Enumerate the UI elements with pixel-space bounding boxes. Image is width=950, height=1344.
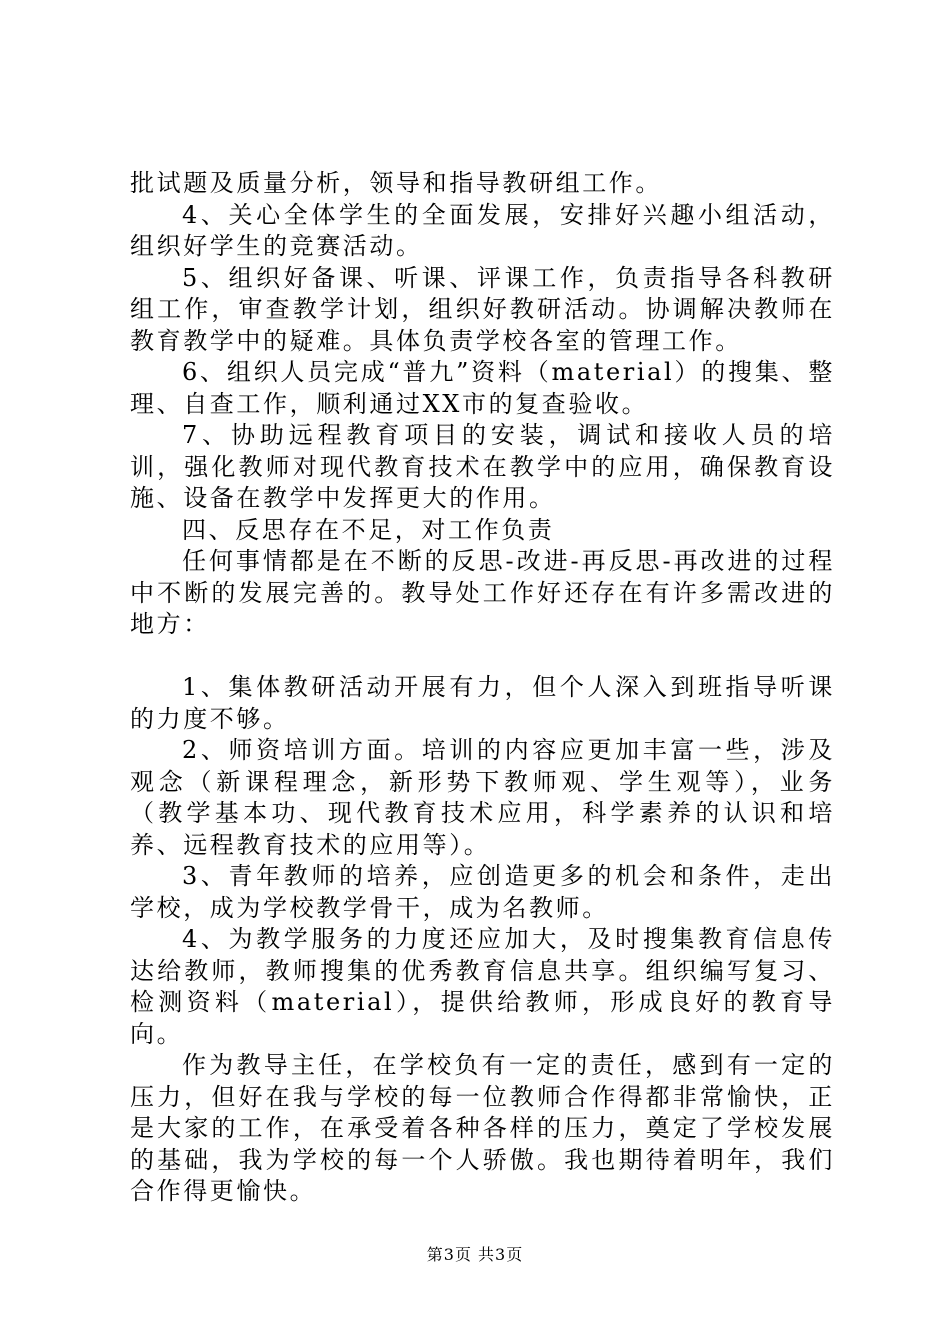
paragraph: 作为教导主任，在学校负有一定的责任，感到有一定的压力，但好在我与学校的每一位教师合作得都非常愉快，正是大家的工作，在承受着各种各样的压力，奠定了学校发展的基础，我为学校的每一个人骄傲。我也期待着明年，我们合作得更愉快。 — [130, 1051, 835, 1205]
blank-line — [130, 641, 835, 673]
paragraph: 6、组织人员完成“普九”资料（material）的搜集、整理、自查工作，顺利通过XX市的复查验收。 — [130, 358, 835, 418]
paragraph: 2、师资培训方面。培训的内容应更加丰富一些，涉及观念（新课程理念，新形势下教师观、学生观等），业务（教学基本功、现代教育技术应用，科学素养的认识和培养、远程教育技术的应用等）。 — [130, 736, 835, 859]
page-number-footer: 第3页 共3页 — [426, 1245, 524, 1264]
paragraph: 批试题及质量分析，领导和指导教研组工作。 — [130, 169, 662, 197]
paragraph: 3、青年教师的培养，应创造更多的机会和条件，走出学校，成为学校教学骨干，成为名教师。 — [130, 862, 835, 922]
paragraph: 4、为教学服务的力度还应加大，及时搜集教育信息传达给教师，教师搜集的优秀教育信息共享。组织编写复习、检测资料（material），提供给教师，形成良好的教育导向。 — [130, 925, 835, 1048]
paragraph: 4、关心全体学生的全面发展，安排好兴趣小组活动，组织好学生的竞赛活动。 — [130, 200, 835, 260]
paragraph: 5、组织好备课、听课、评课工作，负责指导各科教研组工作，审查教学计划，组织好教研活动。协调解决教师在教育教学中的疑难。具体负责学校各室的管理工作。 — [130, 263, 835, 355]
section-heading: 四、反思存在不足，对工作负责 — [182, 515, 555, 544]
document-body — [130, 168, 835, 1208]
paragraph: 1、集体教研活动开展有力，但个人深入到班指导听课的力度不够。 — [130, 673, 835, 733]
paragraph: 任何事情都是在不断的反思-改进-再反思-再改进的过程中不断的发展完善的。教导处工作好还存在有许多需改进的地方： — [130, 547, 835, 638]
paragraph: 7、协助远程教育项目的安装，调试和接收人员的培训，强化教师对现代教育技术在教学中的应用，确保教育设施、设备在教学中发挥更大的作用。 — [130, 421, 835, 512]
